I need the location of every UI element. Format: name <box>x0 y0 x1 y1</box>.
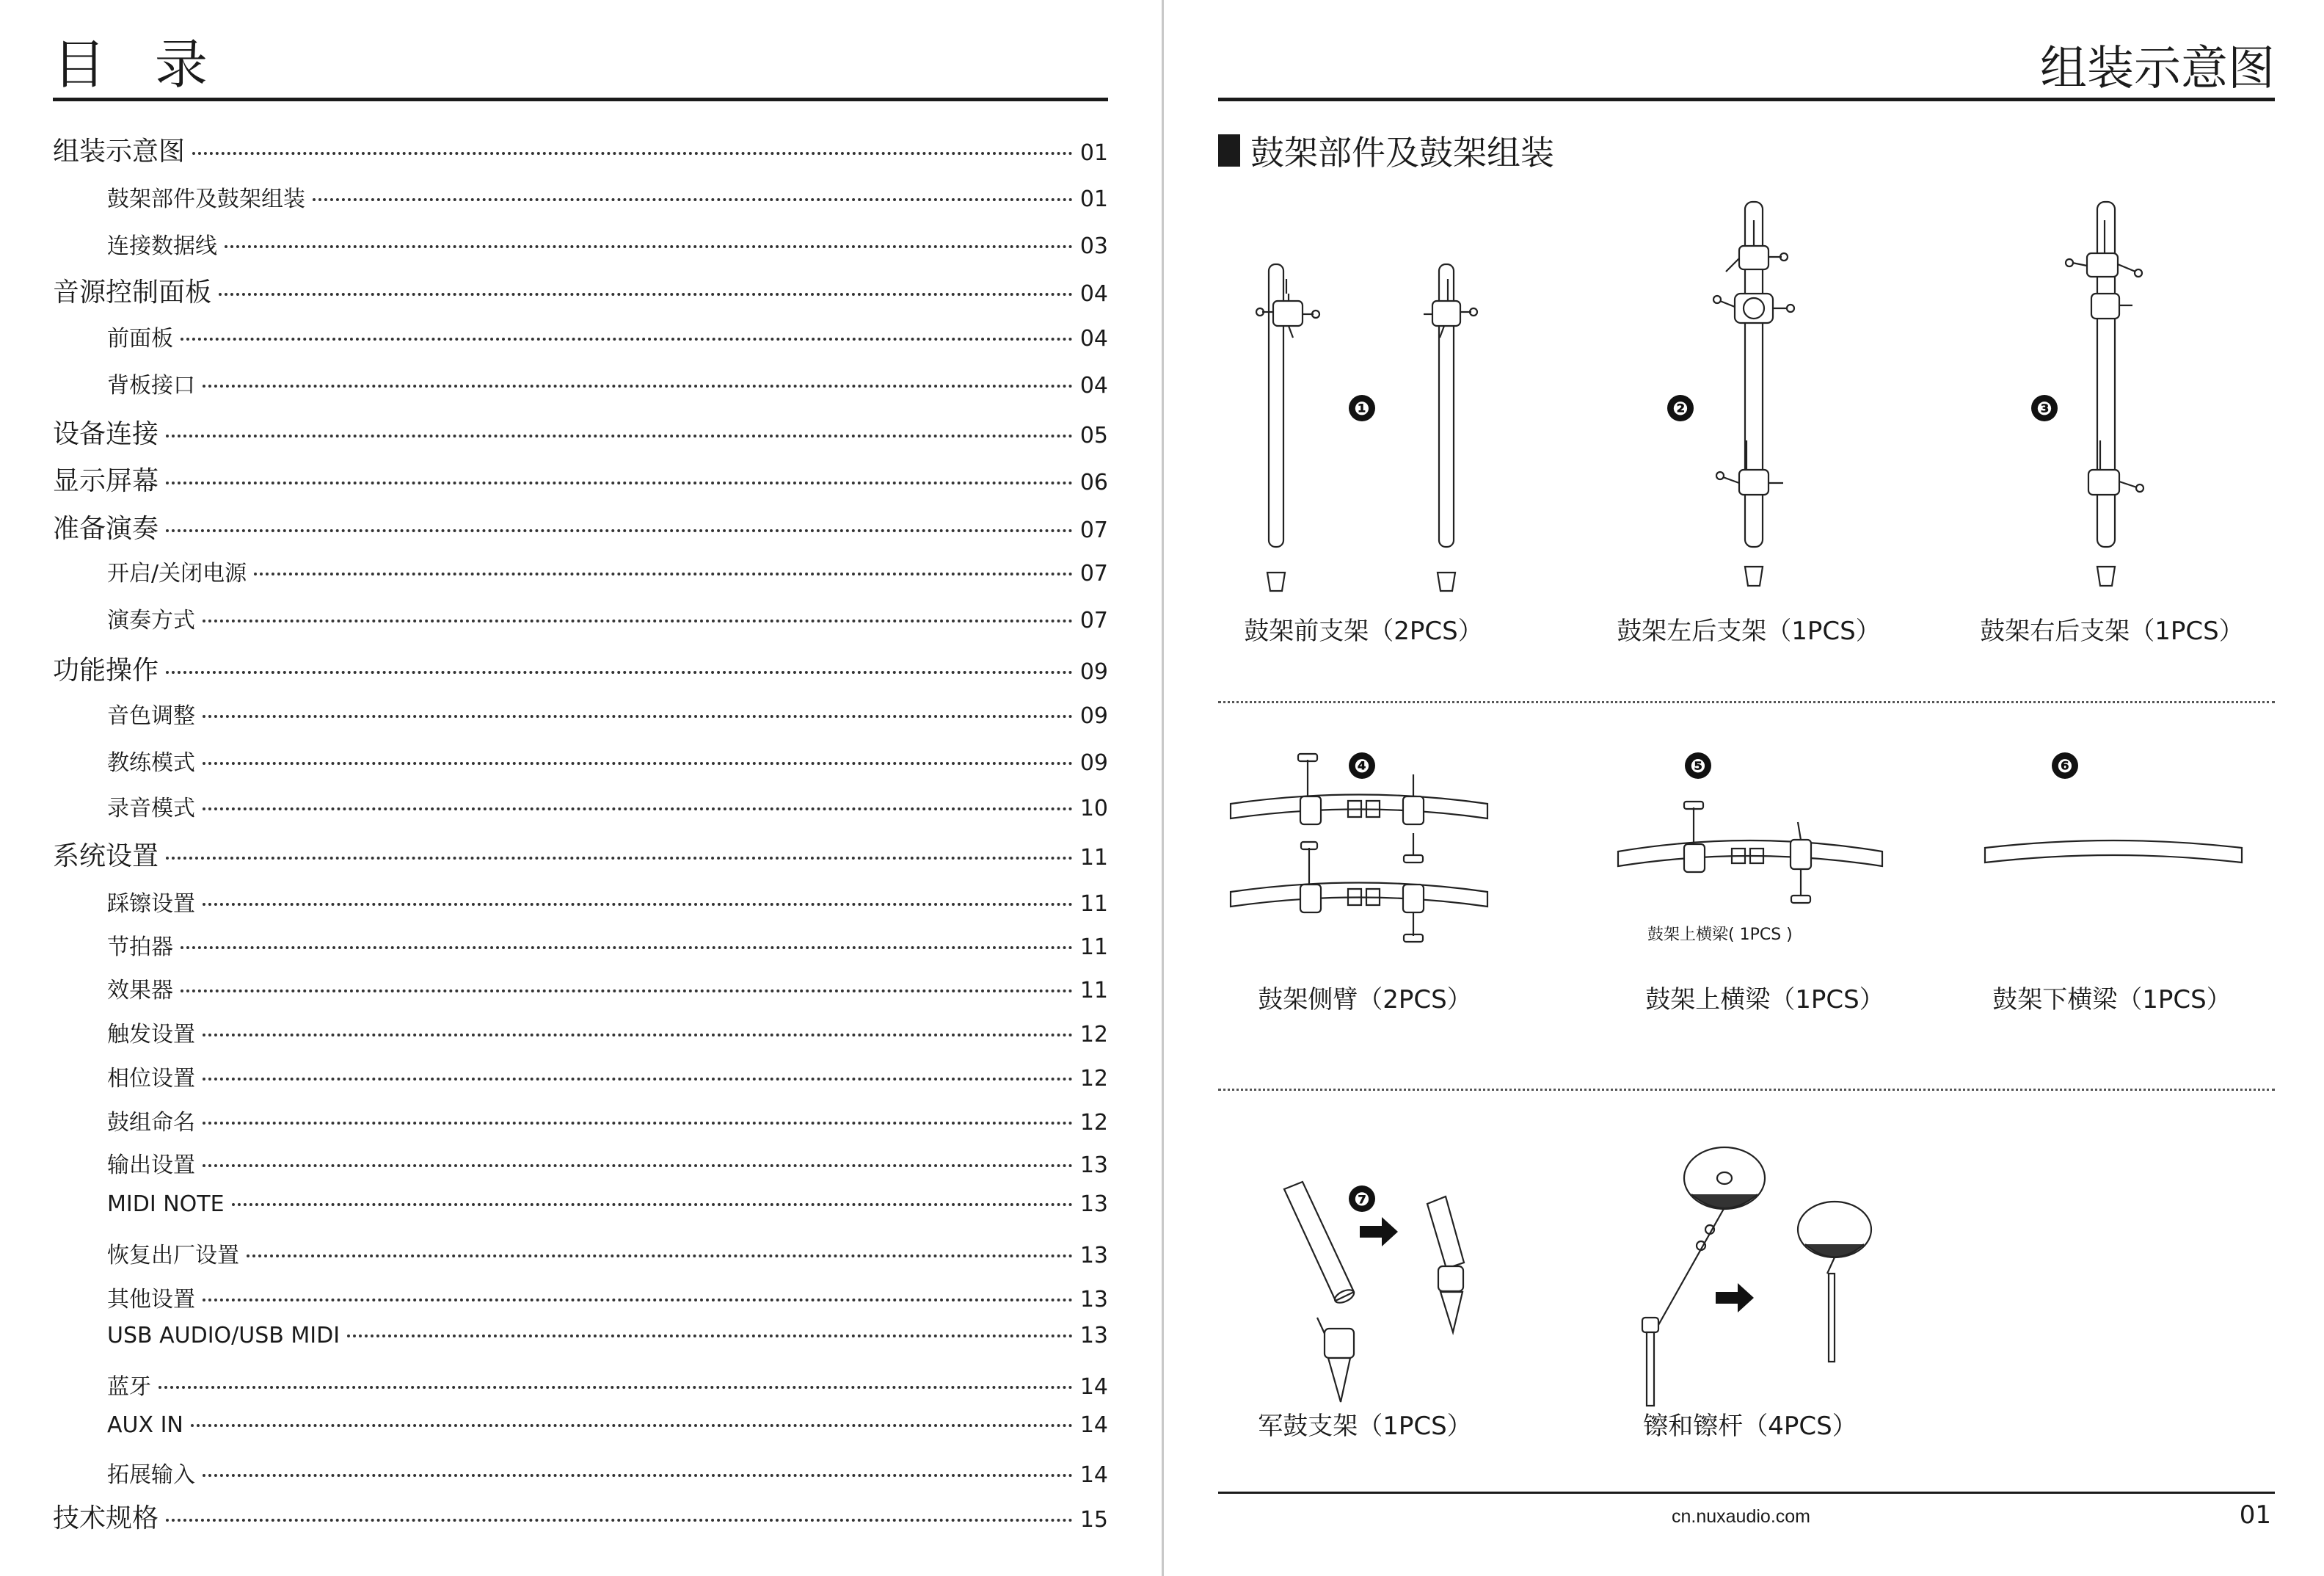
toc-entry-page: 12 <box>1079 1066 1108 1092</box>
left-rear-stand-illustration <box>1710 198 1798 595</box>
toc-entry-page: 01 <box>1079 140 1108 166</box>
toc-leader-dots <box>203 807 1073 810</box>
toc-entry <box>53 1016 1108 1048</box>
toc-leader-dots <box>166 1519 1073 1522</box>
toc-leader-dots <box>203 903 1073 906</box>
crossbar-inline-label: 鼓架上横梁( 1PCS ) <box>1647 926 1793 944</box>
toc-entry-page: 11 <box>1079 978 1108 1003</box>
part-number-badge: ❻ <box>2052 752 2078 779</box>
toc-entry-label: 教练模式 <box>107 750 195 776</box>
toc-leader-dots <box>181 989 1073 992</box>
toc-entry-page: 01 <box>1079 186 1108 212</box>
toc-entry-page: 15 <box>1079 1507 1108 1533</box>
toc-entry-page: 04 <box>1079 373 1108 399</box>
toc-entry-label: 相位设置 <box>107 1066 195 1092</box>
part-number-badge: ❹ <box>1349 752 1375 779</box>
toc-entry-page: 05 <box>1079 423 1108 449</box>
footer-website: cn.nuxaudio.com <box>1672 1506 1811 1527</box>
toc-entry <box>53 413 1108 451</box>
subsection-heading <box>1218 126 1554 175</box>
toc-leader-dots <box>232 1203 1073 1206</box>
toc-entry <box>53 1237 1108 1269</box>
toc-entry-label: 演奏方式 <box>107 608 195 633</box>
part-caption: 鼓架上横梁（1PCS） <box>1645 985 1884 1014</box>
toc-entry-page: 13 <box>1079 1287 1108 1312</box>
toc-entry <box>53 697 1108 730</box>
toc-entry <box>53 1104 1108 1136</box>
toc-entry-label: MIDI NOTE <box>107 1191 225 1217</box>
toc-entry-page: 04 <box>1079 326 1108 352</box>
toc-entry-label: 节拍器 <box>107 934 173 960</box>
toc-leader-dots <box>203 762 1073 765</box>
toc-entry-label: 准备演奏 <box>53 514 159 544</box>
footer-rule <box>1218 1492 2275 1494</box>
toc-entry <box>53 835 1108 873</box>
toc-entry <box>53 1368 1108 1401</box>
toc-entry-label: 触发设置 <box>107 1022 195 1047</box>
toc-entry <box>53 744 1108 777</box>
toc-entry <box>53 181 1108 213</box>
toc-entry <box>53 1497 1108 1535</box>
toc-entry <box>53 1412 1108 1438</box>
toc-entry <box>53 508 1108 545</box>
toc-entry-page: 14 <box>1079 1412 1108 1438</box>
toc-entry-page: 11 <box>1079 845 1108 871</box>
toc-leader-dots <box>203 1299 1073 1301</box>
toc-leader-dots <box>203 1034 1073 1036</box>
toc-entry-page: 03 <box>1079 233 1108 259</box>
toc-entry-label: 组装示意图 <box>53 137 186 167</box>
part-number-badge: ❷ <box>1667 395 1694 421</box>
toc-leader-dots <box>166 529 1073 532</box>
toc-entry <box>53 460 1108 498</box>
toc-entry <box>53 972 1108 1004</box>
toc-entry <box>53 272 1108 309</box>
toc-entry-label: 技术规格 <box>53 1503 159 1533</box>
toc-entry <box>53 602 1108 634</box>
toc-entry-page: 13 <box>1079 1243 1108 1268</box>
toc-entry-label: 显示屏幕 <box>53 466 159 496</box>
part-caption: 鼓架前支架（2PCS） <box>1244 617 1483 646</box>
toc-entry-label: 功能操作 <box>53 656 159 686</box>
toc-leader-dots <box>166 482 1073 484</box>
toc-entry <box>53 131 1108 168</box>
toc-leader-dots <box>166 671 1073 674</box>
page-spine <box>1162 0 1164 1576</box>
toc-entry-label: 音色调整 <box>107 703 195 729</box>
toc-entry <box>53 885 1108 918</box>
toc-leader-dots <box>181 338 1073 341</box>
section-title: 组装示意图 <box>2040 42 2275 96</box>
toc-entry-label: 踩镲设置 <box>107 891 195 917</box>
toc-leader-dots <box>192 152 1073 155</box>
toc-entry <box>53 1281 1108 1313</box>
toc-entry-label: 鼓架部件及鼓架组装 <box>107 186 305 212</box>
toc-leader-dots <box>203 715 1073 718</box>
toc-entry-page: 09 <box>1079 750 1108 776</box>
toc-leader-dots <box>203 1474 1073 1477</box>
dotted-separator <box>1218 1089 2275 1091</box>
toc-entry-label: 鼓组命名 <box>107 1110 195 1136</box>
toc-entry-label: 系统设置 <box>53 841 159 871</box>
toc-entry-label: 蓝牙 <box>107 1374 151 1400</box>
toc-entry-page: 11 <box>1079 891 1108 917</box>
toc-entry <box>53 650 1108 687</box>
upper-crossbar-illustration <box>1614 793 1886 918</box>
right-rear-stand-illustration <box>2062 198 2150 595</box>
toc-leader-dots <box>347 1334 1073 1337</box>
toc-entry <box>53 1060 1108 1092</box>
part-caption: 鼓架左后支架（1PCS） <box>1617 617 1881 646</box>
part-number-badge: ❺ <box>1685 752 1711 779</box>
toc-entry <box>53 1191 1108 1217</box>
toc-entry-label: 音源控制面板 <box>53 277 212 308</box>
toc-entry <box>53 1456 1108 1489</box>
toc-entry <box>53 320 1108 352</box>
dotted-separator <box>1218 701 2275 703</box>
toc-entry <box>53 929 1108 961</box>
toc-entry-page: 13 <box>1079 1152 1108 1178</box>
toc-entry-label: 前面板 <box>107 326 173 352</box>
toc-entry <box>53 790 1108 822</box>
toc-title: 目 录 <box>53 34 224 95</box>
toc-entry-page: 14 <box>1079 1374 1108 1400</box>
toc-entry-page: 13 <box>1079 1323 1108 1348</box>
toc-entry-page: 09 <box>1079 659 1108 685</box>
part-caption: 军鼓支架（1PCS） <box>1258 1412 1472 1441</box>
footer-page-number: 01 <box>2239 1500 2271 1530</box>
toc-leader-dots <box>219 293 1073 296</box>
part-number-badge: ❸ <box>2031 395 2058 421</box>
toc-entry <box>53 367 1108 399</box>
toc-entry-page: 07 <box>1079 561 1108 587</box>
snare-stand-illustration <box>1273 1174 1493 1409</box>
toc-leader-dots <box>247 1254 1073 1257</box>
toc-entry-label: 开启/关闭电源 <box>107 561 247 587</box>
cymbal-arm-illustration <box>1636 1134 1879 1409</box>
toc-entry-label: 背板接口 <box>107 373 195 399</box>
part-number-badge: ❼ <box>1349 1185 1375 1212</box>
part-caption: 鼓架下横梁（1PCS） <box>1992 985 2232 1014</box>
part-caption: 镲和镲杆（4PCS） <box>1643 1412 1857 1441</box>
toc-entry-page: 07 <box>1079 608 1108 633</box>
toc-leader-dots <box>225 245 1073 248</box>
toc-leader-dots <box>181 946 1073 949</box>
toc-entry-label: 其他设置 <box>107 1287 195 1312</box>
toc-leader-dots <box>254 573 1073 575</box>
lower-crossbar-illustration <box>1981 829 2245 874</box>
subsection-title: 鼓架部件及鼓架组装 <box>1250 133 1554 173</box>
toc-entry-label: USB AUDIO/USB MIDI <box>107 1323 340 1348</box>
toc-entry <box>53 555 1108 587</box>
toc-leader-dots <box>203 1078 1073 1081</box>
toc-leader-dots <box>166 857 1073 860</box>
toc-entry <box>53 228 1108 260</box>
toc-entry <box>53 1147 1108 1179</box>
toc-entry-page: 13 <box>1079 1191 1108 1217</box>
toc-leader-dots <box>159 1386 1073 1389</box>
toc-leader-dots <box>203 1122 1073 1125</box>
toc-entry-label: 录音模式 <box>107 796 195 821</box>
toc-leader-dots <box>203 385 1073 388</box>
toc-entry-label: 输出设置 <box>107 1152 195 1178</box>
toc-leader-dots <box>313 198 1073 201</box>
toc-entry-label: 连接数据线 <box>107 233 217 259</box>
toc-entry-page: 07 <box>1079 518 1108 543</box>
toc-entry-page: 04 <box>1079 281 1108 307</box>
part-caption: 鼓架右后支架（1PCS） <box>1980 617 2244 646</box>
section-title-rule <box>1218 98 2275 101</box>
toc-entry-page: 12 <box>1079 1022 1108 1047</box>
toc-entry <box>53 1323 1108 1348</box>
square-bullet-icon <box>1218 134 1240 167</box>
toc-leader-dots <box>203 620 1073 622</box>
toc-entry-page: 14 <box>1079 1462 1108 1488</box>
toc-leader-dots <box>203 1164 1073 1167</box>
part-number-badge: ❶ <box>1349 395 1375 421</box>
toc-entry-page: 06 <box>1079 470 1108 495</box>
front-stand-illustration <box>1240 250 1482 595</box>
toc-entry-label: 恢复出厂设置 <box>107 1243 239 1268</box>
toc-leader-dots <box>191 1424 1073 1427</box>
toc-entry-label: AUX IN <box>107 1412 183 1438</box>
toc-entry-label: 设备连接 <box>53 419 159 449</box>
toc-leader-dots <box>166 435 1073 437</box>
toc-entry-page: 09 <box>1079 703 1108 729</box>
toc-entry-page: 11 <box>1079 934 1108 960</box>
toc-entry-page: 12 <box>1079 1110 1108 1136</box>
part-caption: 鼓架侧臂（2PCS） <box>1258 985 1472 1014</box>
toc-title-rule <box>53 98 1108 101</box>
toc-entry-label: 拓展输入 <box>107 1462 195 1488</box>
toc-entry-label: 效果器 <box>107 978 173 1003</box>
toc-entry-page: 10 <box>1079 796 1108 821</box>
